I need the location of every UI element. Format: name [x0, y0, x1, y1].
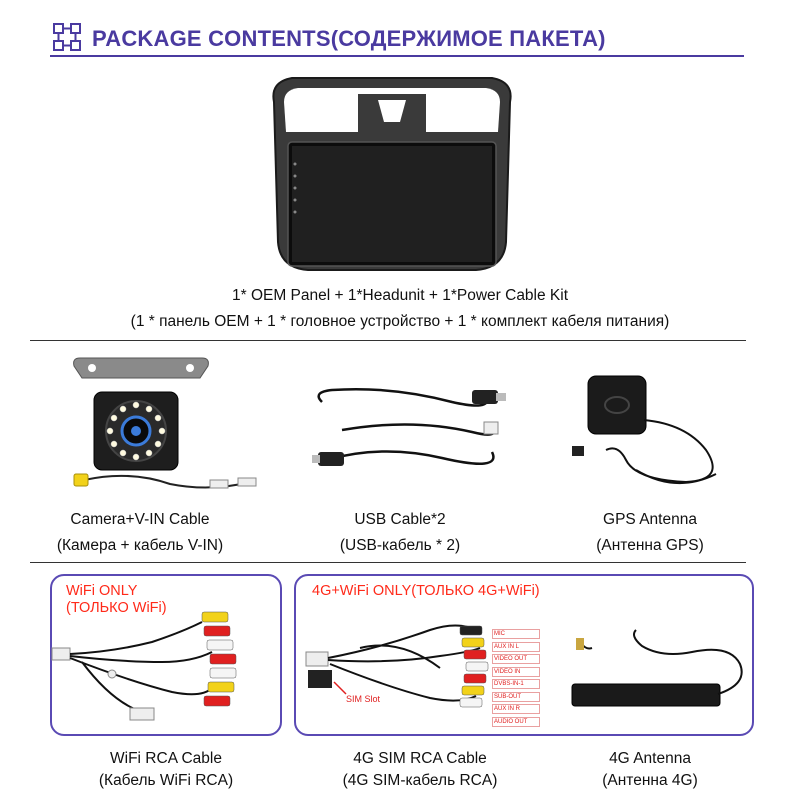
headunit-image [262, 72, 522, 272]
4g-wifi-label: 4G+WiFi ONLY(ТОЛЬКО 4G+WiFi) [312, 583, 540, 599]
4g-antenna-image [562, 624, 752, 724]
rca-tag: VIDEO OUT [492, 654, 540, 664]
camera-caption-en: Camera+V-IN Cable [70, 511, 210, 528]
wifi-cable-caption-en: WiFi RCA Cable [110, 750, 222, 767]
divider-2 [30, 562, 746, 563]
grid-icon [52, 22, 82, 52]
page-title: PACKAGE CONTENTS(СОДЕРЖИМОЕ ПАКЕТА) [92, 26, 606, 51]
sim-slot-label: SIM Slot [346, 694, 381, 704]
main-caption-ru: (1 * панель OEM + 1 * головное устройство + 1 * комплект кабеля питания) [130, 313, 670, 330]
usb-caption-ru: (USB-кабель * 2) [339, 537, 461, 554]
title-underline [50, 55, 744, 57]
rca-tag: AUX IN R [492, 704, 540, 714]
camera-caption-ru: (Камера + кабель V-IN) [56, 537, 224, 554]
wifi-cable-caption-ru: (Кабель WiFi RCA) [98, 772, 234, 789]
4g-antenna-caption-ru: (Антенна 4G) [602, 772, 698, 789]
gps-antenna-image [566, 370, 736, 500]
wifi-only-label-ru: (ТОЛЬКО WiFi) [66, 600, 167, 616]
rca-tag: AUX IN L [492, 642, 540, 652]
rca-tag: DVBS-IN-1 [492, 679, 540, 689]
usb-caption-en: USB Cable*2 [354, 511, 446, 528]
4g-cable-caption-ru: (4G SIM-кабель RCA) [342, 772, 498, 789]
wifi-only-label: WiFi ONLY [66, 583, 138, 599]
rca-tag-list [492, 629, 540, 729]
4g-cable-caption-en: 4G SIM RCA Cable [353, 750, 487, 767]
usb-cable-image [312, 382, 512, 492]
rca-tag: AUDIO OUT [492, 717, 540, 727]
rca-tag: SUB-OUT [492, 692, 540, 702]
wifi-rca-cable-image [52, 612, 272, 732]
gps-caption-en: GPS Antenna [603, 511, 697, 528]
gps-caption-ru: (Антенна GPS) [596, 537, 704, 554]
divider-1 [30, 340, 746, 341]
rca-tag: MIC [492, 629, 540, 639]
main-caption-en: 1* OEM Panel + 1*Headunit + 1*Power Cable Kit [231, 287, 569, 304]
rca-tag: VIDEO IN [492, 667, 540, 677]
4g-antenna-caption-en: 4G Antenna [609, 750, 691, 767]
camera-image [60, 352, 290, 502]
